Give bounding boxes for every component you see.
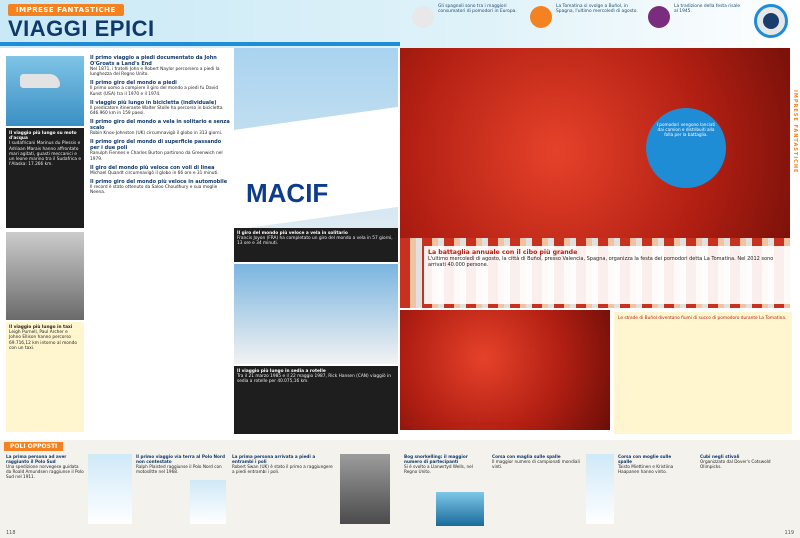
- macif-lettering: MACIF: [246, 178, 329, 208]
- article-heading: Il viaggio più lungo in bicicletta (individuale): [90, 99, 217, 106]
- taxi-caption-text: Leigh Purnell, Paul Archer e Johno Ellison hanno percorso 69.716,12 km intorno al mondo con un taxi.: [9, 330, 78, 351]
- poli-col-6: [618, 454, 686, 474]
- article-text: Il predicatore itinerante Walter Stolle ha percorso in bicicletta 646.960 km in 159 paesi.: [90, 105, 223, 117]
- article-heading: Il primo giro del mondo a vela in solitario e senza scalo: [90, 119, 230, 132]
- section-tag: IMPRESE FANTASTICHE: [8, 4, 124, 16]
- wheelchair-caption-title: Il viaggio più lungo in sedia a rotelle: [237, 369, 326, 374]
- wife-carrying-photo: [586, 454, 614, 524]
- poli-col-7: [700, 454, 792, 469]
- poli-col-text: Taisto Miettinen e Kristiina Haapanen hanno vinto.: [618, 464, 674, 474]
- page-number-right: 119: [784, 530, 794, 536]
- taxi-caption-title: Il viaggio più lungo in taxi: [9, 325, 73, 330]
- taxi-photo: [6, 232, 84, 320]
- orange-icon: [530, 6, 552, 28]
- poli-col-title: La prima persona arrivata a piedi a entrambi i poli: [232, 454, 316, 464]
- right-caption: Le strade di Buñol diventano fiumi di succo di pomodoro durante La Tomatina.: [614, 312, 792, 434]
- article-text: Ranulph Fiennes e Charles Burton partirono da Greenwich nel 1979.: [90, 151, 223, 162]
- poli-opposti-strip: [0, 440, 800, 538]
- guinness-logo: [754, 4, 788, 38]
- page-title: VIAGGI EPICI: [8, 16, 155, 41]
- polar-explorer-photo: [88, 454, 132, 524]
- feature-title: La battaglia annuale con il cibo più grande: [428, 249, 578, 256]
- article-text: Il record è stato ottenuto da Saloo Choudhury e sua moglie Neena.: [90, 185, 218, 196]
- wheelchair-caption-text: Tra il 21 marzo 1985 e il 22 maggio 1987, Rick Hansen (CAN) viaggiò in sedia a rotelle per 40.075,16 km.: [237, 374, 391, 385]
- poli-heading: POLI OPPOSTI: [4, 442, 63, 451]
- jetski-caption: [6, 128, 84, 228]
- poli-col-title: Il primo viaggio via terra al Polo Nord non contestato: [136, 454, 225, 464]
- poli-col-title: Cubi negli stivali: [700, 454, 740, 459]
- poli-col-text: Organizzato dal Dover's Cotswold Olimpicks.: [700, 459, 771, 469]
- poli-col-text: Ralph Plaisted raggiunse il Polo Nord con motoslitte nel 1968.: [136, 464, 222, 474]
- snowmobile-photo: [190, 480, 226, 524]
- taxi-caption: [6, 322, 84, 432]
- bog-snorkel-photo: [436, 492, 484, 526]
- poli-col-text: Si è svolto a Llanwrtyd Wells, nel Regno Unito.: [404, 464, 473, 474]
- bottom-caption: A Buñol avvengono camion carichi di pomodori, spinti dalla folla.: [404, 422, 544, 427]
- poli-col-2: [136, 454, 228, 474]
- jetski-shape: [20, 74, 60, 88]
- globe-icon: [412, 6, 434, 28]
- polar-walker-photo: [340, 454, 390, 524]
- sailboat-photo: [234, 48, 398, 228]
- sail-caption-title: Il giro del mondo più veloce a vela in solitario: [237, 231, 348, 236]
- side-tab: IMPRESE FANTASTICHE: [792, 90, 798, 174]
- article-heading: Il primo viaggio a piedi documentato da John O'Groats a Land's End: [90, 55, 217, 67]
- wheelchair-photo: [234, 264, 398, 364]
- articles-column: [90, 52, 230, 437]
- poli-col-title: Corsa con moglie sulle spalle: [618, 454, 672, 464]
- jetski-caption-title: Il viaggio più lungo su moto d'acqua: [9, 131, 77, 142]
- article-heading: Il primo giro del mondo di superficie passando per i due poli: [90, 139, 222, 152]
- jetski-photo: [6, 56, 84, 126]
- page-number-left: 118: [6, 530, 16, 536]
- feature-caption: [424, 246, 790, 304]
- poli-col-3: [232, 454, 336, 474]
- poli-col-text: Una spedizione norvegese guidata da Roald Amundsen raggiunse il Polo Sud nel 1911.: [6, 464, 84, 479]
- feature-text: L'ultimo mercoledì di agosto, la città di Buñol, presso Valencia, Spagna, organizza la festa dei pomodori detta La Tomatina. Nel 2012 sono arrivati 40.000 persone.: [428, 256, 774, 269]
- sail-caption: [234, 228, 398, 262]
- poli-col-title: Bog snorkelling: il maggior numero di partecipanti: [404, 454, 468, 464]
- poli-col-5: [492, 454, 582, 469]
- fact-2: La Tomatina si svolge a Buñol, in Spagna, l'ultimo mercoledì di agosto.: [556, 4, 638, 15]
- article-heading: Il giro del mondo più veloce con voli di linea: [90, 164, 215, 171]
- jetski-caption-text: I sudafricani Marinus du Plessis e Adriaan Marais hanno affrontato mari agitati, guasti meccanici e un leone marino tra il Sudafrica e l'Alaska: 17.266 km.: [9, 141, 82, 168]
- tomato-river-photo: [400, 310, 610, 430]
- grapes-icon: [648, 6, 670, 28]
- poli-col-text: Robert Swan (UK) è stato il primo a raggiungere a piedi entrambi i poli.: [232, 464, 333, 474]
- article-text: Michael Quandt circumnavigò il globo in 66 ore e 31 minuti.: [90, 170, 219, 176]
- wheelchair-caption: [234, 366, 398, 434]
- article-text: Nel 1871, i fratelli John e Robert Naylor percorsero a piedi la lunghezza del Regno Unito.: [90, 67, 220, 78]
- poli-col-title: La prima persona ad aver raggiunto il Polo Sud: [6, 454, 67, 464]
- tomato-fact-bubble: I pomodori vengono lanciati dai camion e distribuiti alla folla per la battaglia.: [646, 108, 726, 188]
- article-text: Il primo uomo a compiere il giro del mondo a piedi fu David Kunst (USA) tra il 1970 e il 1974.: [90, 86, 219, 97]
- fact-1: Gli spagnoli sono tra i maggiori consumatori di pomodori in Europa.: [438, 4, 517, 15]
- article-heading: Il primo giro del mondo a piedi: [90, 80, 177, 87]
- poli-col-4: [404, 454, 484, 474]
- sail-caption-text: Francis Joyon (FRA) ha completato un giro del mondo a vela in 57 giorni, 13 ore e 34 minuti.: [237, 236, 393, 247]
- article-heading: Il primo giro del mondo più veloce in automobile: [90, 179, 228, 186]
- fact-3: La tradizione della festa risale al 1945.: [674, 4, 741, 15]
- article-text: Robin Knox-Johnston (UK) circumnavigò il globo in 313 giorni.: [90, 131, 223, 137]
- poli-col-title: Corsa con maglia sulle spalle: [492, 454, 561, 459]
- hull-shape: [234, 106, 398, 228]
- poli-col-text: Il maggior numero di campionati mondiali vinti.: [492, 459, 580, 469]
- title-underline: [0, 42, 400, 46]
- poli-col-1: [6, 454, 84, 479]
